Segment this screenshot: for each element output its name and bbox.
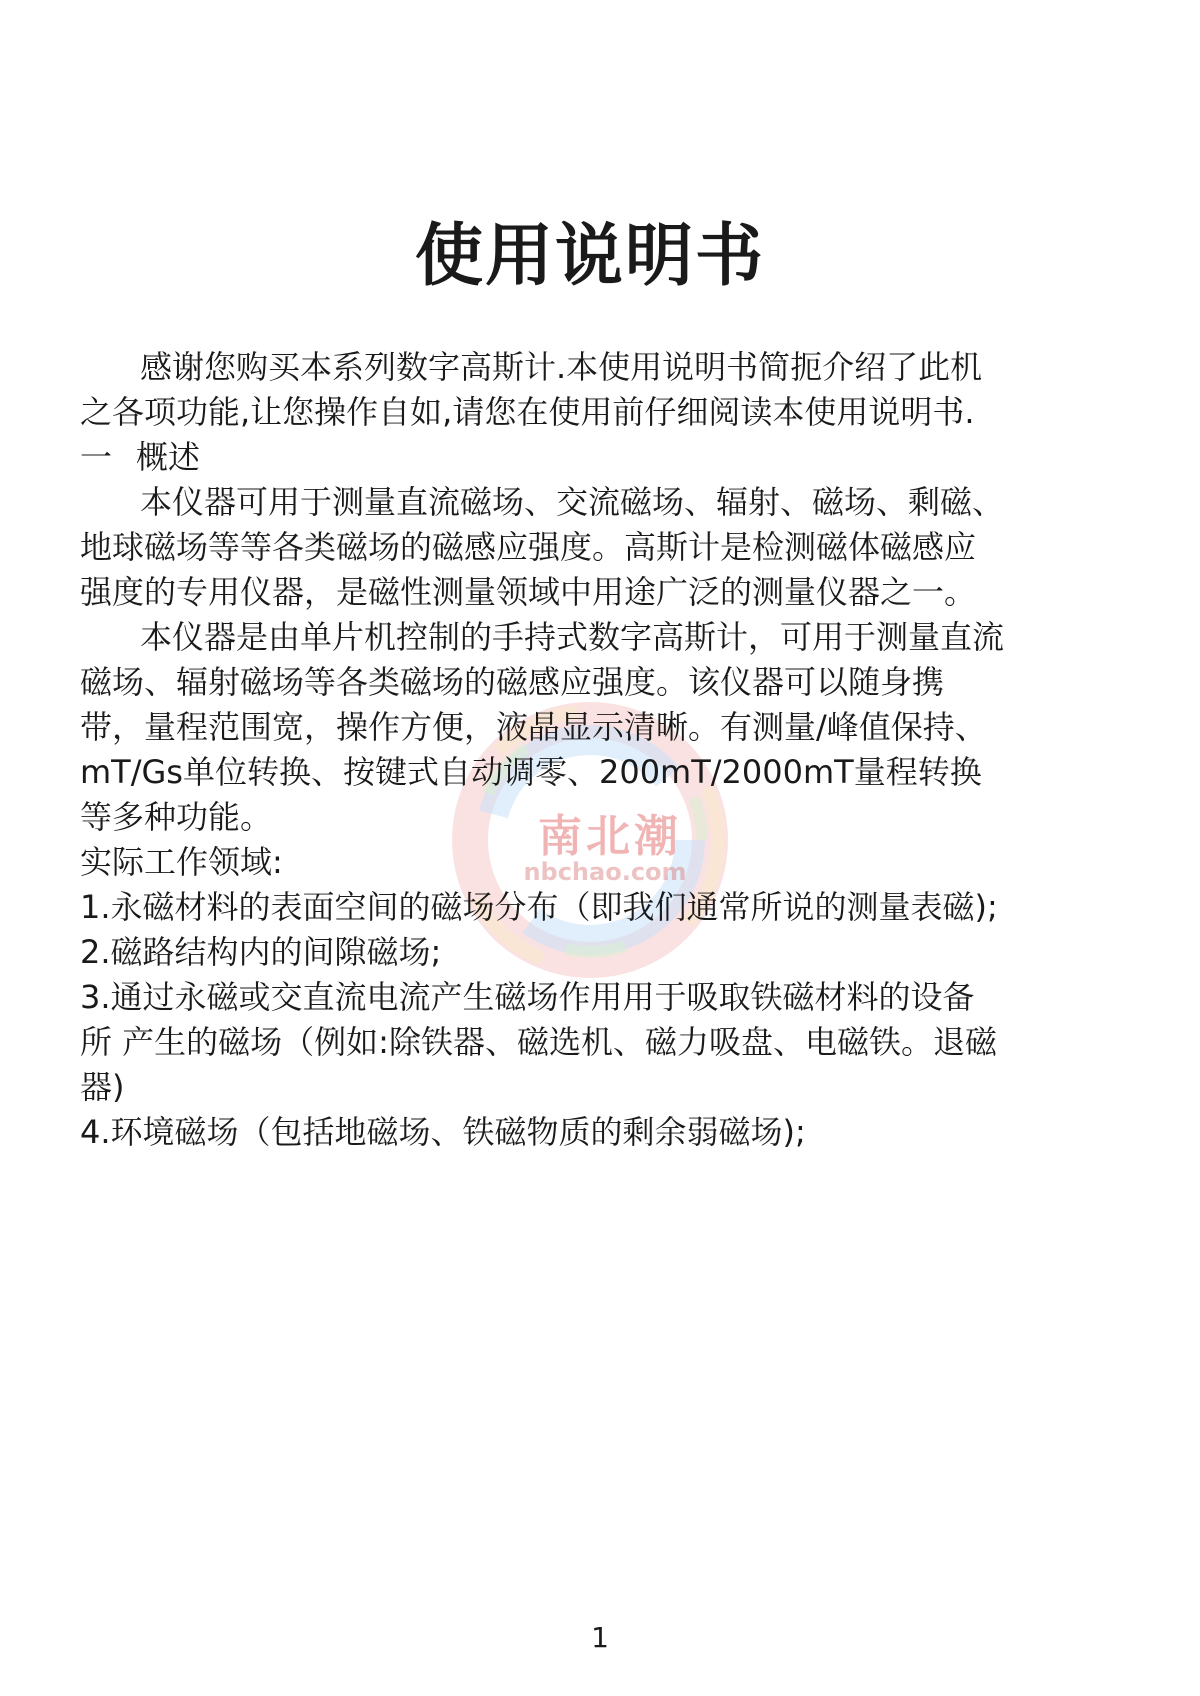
overview-p2-line-2: 磁场、辐射磁场等各类磁场的磁感应强度。该仪器可以随身携 <box>80 663 945 701</box>
intro-line-1: 感谢您购买本系列数字高斯计.本使用说明书简扼介绍了此机 <box>140 348 983 386</box>
overview-p2-line-5: 等多种功能。 <box>80 798 273 836</box>
field-item-3-cont: 所 产生的磁场（例如:除铁器、磁选机、磁力吸盘、电磁铁。退磁 <box>80 1023 997 1061</box>
field-item-2: 2.磁路结构内的间隙磁场; <box>80 933 442 971</box>
watermark-text-en: nbchao.com <box>523 858 687 886</box>
section-heading-overview <box>80 436 200 478</box>
overview-p1-line-2: 地球磁场等等各类磁场的磁感应强度。高斯计是检测磁体磁感应 <box>80 528 977 566</box>
field-item-3: 3.通过永磁或交直流电流产生磁场作用用于吸取铁磁材料的设备 <box>80 978 975 1016</box>
overview-p1-line-1: 本仪器可用于测量直流磁场、交流磁场、辐射、磁场、剩磁、 <box>140 483 1005 521</box>
intro-line-2: 之各项功能,让您操作自如,请您在使用前仔细阅读本使用说明书. <box>80 393 975 431</box>
field-item-4: 4.环境磁场（包括地磁场、铁磁物质的剩余弱磁场); <box>80 1113 806 1151</box>
overview-p2-line-4: mT/Gs单位转换、按键式自动调零、200mT/2000mT量程转换 <box>80 753 982 791</box>
overview-p2-line-3: 带，量程范围宽，操作方便，液晶显示清晰。有测量/峰值保持、 <box>80 708 987 746</box>
fields-heading: 实际工作领域: <box>80 843 283 881</box>
section-number: 一 <box>80 438 113 476</box>
page-number: 1 <box>591 1621 609 1654</box>
overview-p2-line-1: 本仪器是由单片机控制的手持式数字高斯计，可用于测量直流 <box>140 618 1005 656</box>
section-label: 概述 <box>136 438 201 476</box>
watermark-text-cn: 南北潮 <box>538 811 682 862</box>
document-title: 使用说明书 <box>414 217 765 296</box>
field-item-1: 1.永磁材料的表面空间的磁场分布（即我们通常所说的测量表磁); <box>80 888 998 926</box>
overview-p1-line-3: 强度的专用仪器，是磁性测量领域中用途广泛的测量仪器之一。 <box>80 573 977 611</box>
field-item-3-end: 器) <box>80 1068 125 1106</box>
